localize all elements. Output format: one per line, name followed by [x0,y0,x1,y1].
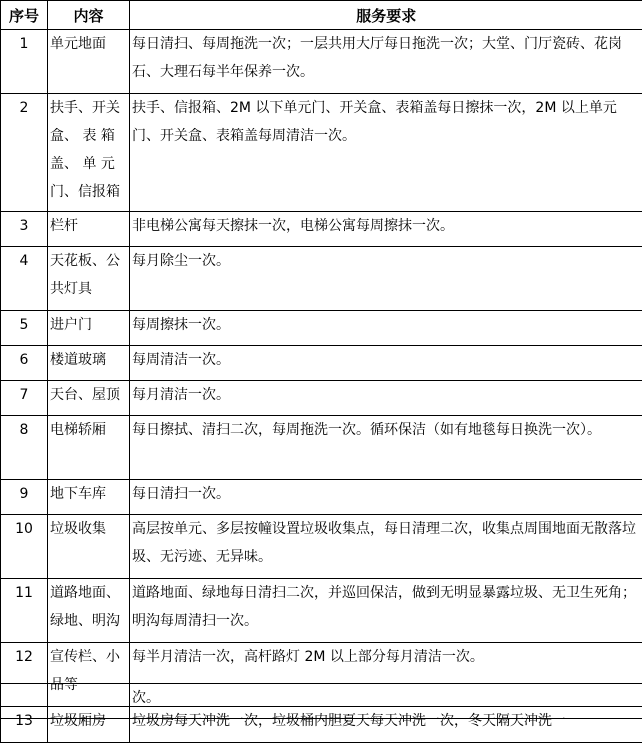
row-item: 扶手、开关盒、 表 箱盖、 单 元门、信报箱 [48,94,130,212]
table-row [1,579,642,643]
row-number: 12 [1,643,48,707]
row-requirement: 垃圾房每天冲洗一次，垃圾桶内胆夏天每天冲洗一次，冬天隔天冲洗一 [130,707,642,743]
table-row [1,346,642,381]
row-item: 单元地面 [48,30,130,94]
table-row [1,480,642,515]
row-number: 4 [1,247,48,311]
row-requirement: 每日清扫一次。 [130,480,642,515]
continuation-table [0,683,642,719]
row-item: 垃圾厢房 [48,707,130,743]
row-number: 7 [1,381,48,416]
row-number: 5 [1,311,48,346]
row-item: 进户门 [48,311,130,346]
table-row [1,212,642,247]
row-number: 3 [1,212,48,247]
table-row [1,416,642,480]
row-item: 天花板、公共灯具 [48,247,130,311]
row-requirement: 道路地面、绿地每日清扫二次，并巡回保洁，做到无明显暴露垃圾、无卫生死角；明沟每周清扫一次。 [130,579,642,643]
table-row [1,30,642,94]
header-no: 序号 [1,1,48,30]
table-row [1,94,642,212]
row-number: 1 [1,30,48,94]
row-requirement: 每周擦抹一次。 [130,311,642,346]
row-number: 13 [1,707,48,743]
row-requirement: 每日擦拭、清扫二次，每周拖洗一次。循环保洁（如有地毯每日换洗一次）。 [130,416,642,480]
table-row [1,247,642,311]
table-row [1,684,642,719]
row-item: 电梯轿厢 [48,416,130,480]
row-number: 11 [1,579,48,643]
row-requirement: 扶手、信报箱、2M 以下单元门、开关盒、表箱盖每日擦抹一次，2M 以上单元门、开关盒、表箱盖每周清洁一次。 [130,94,642,212]
row-item [48,684,130,719]
row-requirement: 次。 [130,684,642,719]
row-number: 10 [1,515,48,579]
table-header-row [1,1,642,30]
row-item: 地下车库 [48,480,130,515]
row-requirement: 高层按单元、多层按幢设置垃圾收集点，每日清理二次，收集点周围地面无散落垃圾、无污迹、无异味。 [130,515,642,579]
row-item: 天台、屋顶 [48,381,130,416]
row-requirement: 非电梯公寓每天擦抹一次，电梯公寓每周擦抹一次。 [130,212,642,247]
row-requirement: 每半月清洁一次，高杆路灯 2M 以上部分每月清洁一次。 [130,643,642,707]
row-item: 道路地面、绿地、明沟 [48,579,130,643]
row-requirement: 每月除尘一次。 [130,247,642,311]
row-number [1,684,48,719]
row-requirement: 每周清洁一次。 [130,346,642,381]
row-number: 9 [1,480,48,515]
row-item: 宣传栏、小品等 [48,643,130,707]
row-number: 8 [1,416,48,480]
row-item: 垃圾收集 [48,515,130,579]
row-item: 栏杆 [48,212,130,247]
table-row [1,381,642,416]
row-requirement: 每月清洁一次。 [130,381,642,416]
table-row [1,515,642,579]
header-item: 内容 [48,1,130,30]
table-row [1,311,642,346]
row-item: 楼道玻璃 [48,346,130,381]
header-requirement: 服务要求 [130,1,642,30]
row-requirement: 每日清扫、每周拖洗一次；一层共用大厅每日拖洗一次；大堂、门厅瓷砖、花岗石、大理石每半年保养一次。 [130,30,642,94]
row-number: 6 [1,346,48,381]
row-number: 2 [1,94,48,212]
